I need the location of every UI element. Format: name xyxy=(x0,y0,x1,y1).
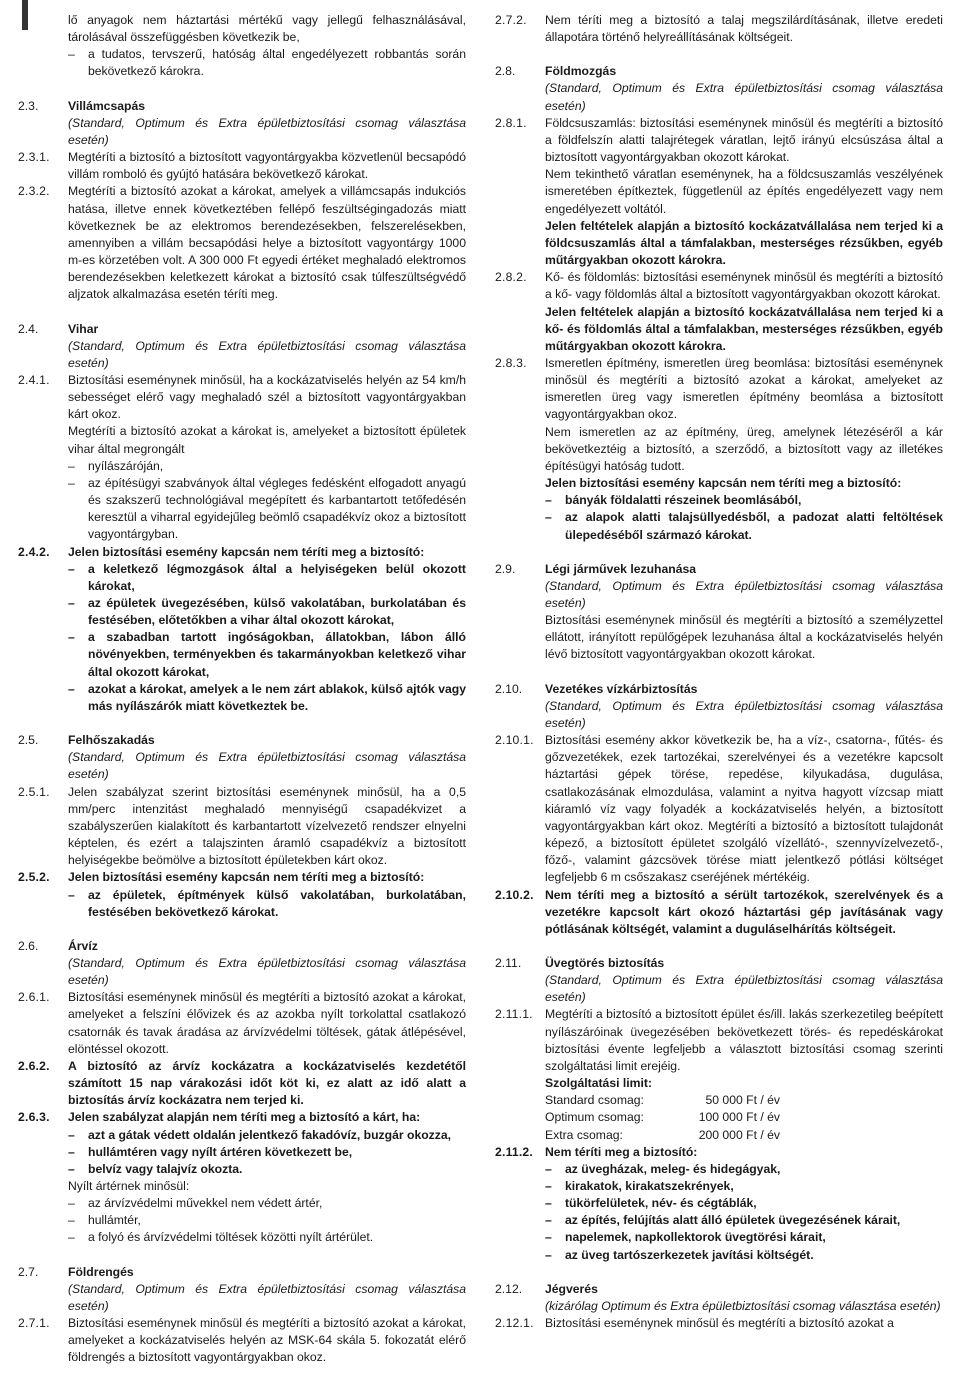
clause-text: Jelen szabályzat szerint biztosítási eseménynek minősül, ha a 0,5 mm/perc intenzitást meghaladó mennyiségű csapadékvizet a szabályszerűen kialakított és karbantartott vízelvezető rendszer elnyelni képtelen, és ezért a talajszinten áramló csapadékvíz a biztosított helyiségekbe beömölve a biztosított épületekben kárt okoz. xyxy=(68,784,466,868)
limit-package: Extra csomag: xyxy=(545,1127,623,1142)
section-2-4 xyxy=(18,321,466,372)
section-subtitle: (Standard, Optimum és Extra épületbiztosítási csomag választása esetén) xyxy=(68,750,466,782)
section-number: 2.12. xyxy=(495,1281,523,1296)
clause-text: Biztosítási eseménynek minősül és megtéríti a biztosító azokat a xyxy=(545,1316,894,1331)
dash-item: – azokat a károkat, amelyek a le nem zárt ablakok, külső ajtók vagy más nyílászárók miatt következtek be. xyxy=(68,681,466,715)
dash-item: – bányák földalatti részeinek beomlásából, xyxy=(545,492,943,509)
clause-number: 2.3.1. xyxy=(18,150,50,165)
clause-text: Jelen szabályzat alapján nem téríti meg a biztosító a kárt, ha: xyxy=(68,1110,421,1125)
section-2-7 xyxy=(18,1264,466,1315)
section-title: Földmozgás xyxy=(545,64,617,79)
clause-2-11-1 xyxy=(495,1006,943,1143)
clause-text: Biztosítási esemény akkor következik be, ha a víz-, csatorna-, fűtés- és gőzvezetékek, ezek tartozékai, szerelvényei és a vezetékre kapcsolt háztartási gépek törése, repedése, kilyukadása, dugulása, csatlakozásának elmozdulása, valamint a nyitva hagyott vízcsap miatt kiáramló víz vagy folyadék a kockázatviselés helyén, a biztosított vagyontárgyakban kárt okoz. Megtéríti a biztosító a biztosított tulajdonát képező, a biztosított épületet szolgáló vízellátó-, szennyvízelvezető-, főző-, valamint gázcsövek törése miatt jelentkező pótlási költséget legfeljebb 6 m csőszakasz cseréjének mértékéig. xyxy=(545,733,943,885)
clause-text: Nem téríti meg a biztosító a sérült tartozékok, szerelvények és a vezetékre kapcsolt kárt okozó háztartási gép javításának vagy pótlásának költségét, valamint a duguláselhárítás költségeit. xyxy=(545,887,943,936)
section-title: Árvíz xyxy=(68,938,98,953)
section-2-11 xyxy=(495,955,943,1006)
section-title: Vezetékes vízkárbiztosítás xyxy=(545,681,698,696)
clause-number: 2.5.1. xyxy=(18,784,50,799)
clause-2-5-1 xyxy=(18,784,466,870)
section-title: Légi járművek lezuhanása xyxy=(545,561,697,576)
clause-text-2: Nem tekinthető váratlan eseménynek, ha a földcsuszamlás veszélyének ismeretében építkeztek, függetlenül az építés engedélyezett vagy nem engedélyezett voltától. xyxy=(545,167,943,216)
clause-text: Biztosítási eseménynek minősül, ha a kockázatviselés helyén az 54 km/h sebességet elérő vagy meghaladó szél a biztosított vagyontárgyakban kárt okoz. xyxy=(68,372,466,422)
dash-item: – nyílászáróján, xyxy=(68,458,466,475)
dash-item: – az üvegházak, meleg- és hidegágyak, xyxy=(545,1161,943,1178)
section-number: 2.11. xyxy=(495,955,522,970)
clause-2-11-2 xyxy=(495,1144,943,1264)
clause-text: Ismeretlen építmény, ismeretlen üreg beomlása: biztosítási eseménynek minősül és megtéríti a biztosító azokat a károkat, amelyeket az ismeretlen üreg vagy ismeretlen építmény beomlása a biztosított vagyontárgyakban okoz. xyxy=(545,355,943,422)
section-subtitle: (Standard, Optimum és Extra épületbiztosítási csomag választása esetén) xyxy=(545,698,943,730)
section-subtitle: (Standard, Optimum és Extra épületbiztosítási csomag választása esetén) xyxy=(68,1281,466,1313)
section-number: 2.4. xyxy=(18,321,39,336)
dash-item: – hullámtéren vagy nyílt ártéren következett be, xyxy=(68,1144,466,1161)
dash-item: – a keletkező légmozgások által a helyiségeken belül okozott károkat, xyxy=(68,561,466,595)
section-number: 2.3. xyxy=(18,98,39,113)
clause-text: Földcsuszamlás: biztosítási eseménynek minősül és megtéríti a biztosító a földfelszín alatti talajrétegek váratlan, lejtő irányú elcsúszása által a biztosított vagyontárgyakban okozott károkat. xyxy=(545,115,943,165)
limit-row xyxy=(545,1127,943,1144)
section-2-5 xyxy=(18,732,466,783)
clause-2-6-1 xyxy=(18,989,466,1058)
clause-2-3-2 xyxy=(18,183,466,303)
clause-number: 2.3.2. xyxy=(18,184,50,199)
section-subtitle: (Standard, Optimum és Extra épületbiztosítási csomag választása esetén) xyxy=(545,578,943,610)
clause-number: 2.10.2. xyxy=(495,887,534,902)
dash-item: – az alapok alatti talajsüllyedésből, a padozat alatti feltöltések ülepedéséből származó károkat. xyxy=(545,509,943,543)
clause-note: Nyílt ártérnek minősül: xyxy=(68,1179,190,1193)
clause-number: 2.6.3. xyxy=(18,1110,50,1125)
section-2-3 xyxy=(18,98,466,149)
section-subtitle: (kizárólag Optimum és Extra épületbiztosítási csomag választása esetén) xyxy=(545,1298,941,1313)
clause-number: 2.6.1. xyxy=(18,990,50,1005)
dash-item: – azt a gátak védett oldalán jelentkező fakadóvíz, buzgár okozza, xyxy=(68,1127,466,1144)
clause-2-12-1 xyxy=(495,1315,943,1332)
clause-2-3-1 xyxy=(18,149,466,183)
section-number: 2.9. xyxy=(495,561,516,576)
clause-2-7-2 xyxy=(495,12,943,46)
section-subtitle: (Standard, Optimum és Extra épületbiztosítási csomag választása esetén) xyxy=(545,973,943,1005)
intro-dash-item: – a tudatos, tervszerű, hatóság által engedélyezett robbantás során bekövetkező károkra. xyxy=(68,46,466,80)
clause-text-3: Jelen feltételek alapján a biztosító kockázatvállalása nem terjed ki a földcsuszamlás által a támfalakban, mesterséges rézsűkben, egyéb műtárgyakban okozott károkra. xyxy=(545,218,943,268)
limit-label: Szolgáltatási limit: xyxy=(545,1076,652,1091)
clause-text: Biztosítási eseménynek minősül és megtéríti a biztosító azokat a károkat, amelyeket a felszíni élővizek és az azokba nyílt torkolattal csatlakozó csatornák és tavak áradása az árvízvédelmi töltések, gátak átlépésével, elöntéssel okozott. xyxy=(68,990,466,1056)
right-column xyxy=(495,12,943,1332)
clause-text: Biztosítási eseménynek minősül és megtéríti a biztosító azokat a károkat, amelyeket a kockázatviselés helyén az MSK-64 skála 5. fokozatát elérő földrengés a biztosított vagyontárgyakban okoz. xyxy=(68,1316,466,1365)
clause-number: 2.6.2. xyxy=(18,1058,50,1073)
dash-item: – az épületek üvegezésében, külső vakolatában, burkolatában és festésében, előtetőkben a vihar által okozott károkat, xyxy=(68,595,466,629)
limit-package: Standard csomag: xyxy=(545,1093,644,1108)
clause-text-3: Jelen biztosítási esemény kapcsán nem téríti meg a biztosító: xyxy=(545,476,902,491)
clause-number: 2.8.1. xyxy=(495,115,527,130)
dash-item: – a szabadban tartott ingóságokban, állatokban, lábon álló növényekben, terményekben és takarmányokban keletkező vihar által okozott károkat, xyxy=(68,629,466,680)
clause-text: Kő- és földomlás: biztosítási eseménynek minősül és megtéríti a biztosító a kő- vagy földomlás által a biztosított vagyontárgyakban okozott károkat. xyxy=(545,270,943,302)
section-number: 2.8. xyxy=(495,64,516,79)
section-subtitle: (Standard, Optimum és Extra épületbiztosítási csomag választása esetén) xyxy=(68,115,466,147)
clause-text-2: Jelen feltételek alapján a biztosító kockázatvállalása nem terjed ki a kő- és földomlás által a támfalakban, mesterséges rézsűkben, egyéb műtárgyakban okozott károkra. xyxy=(545,304,943,353)
section-title: Vihar xyxy=(68,321,99,336)
intro-continuation xyxy=(18,12,466,81)
clause-2-8-1 xyxy=(495,115,943,269)
limit-value: 200 000 Ft / év xyxy=(698,1127,780,1142)
dash-item: – a folyó és árvízvédelmi töltések közötti nyílt ártérület. xyxy=(68,1229,466,1246)
section-number: 2.6. xyxy=(18,938,39,953)
dash-item: – az árvízvédelmi művekkel nem védett ártér, xyxy=(68,1195,466,1212)
clause-text: Megtéríti a biztosító a biztosított vagyontárgyakba közvetlenül becsapódó villám romboló és gyújtó hatására bekövetkező károkat. xyxy=(68,150,466,182)
section-title: Üvegtörés biztosítás xyxy=(545,955,665,970)
clause-text: Megtéríti a biztosító azokat a károkat, amelyek a villámcsapás indukciós hatása, illetve ennek következtében fellépő feszültségingadozás miatt következnek be az elektromos berendezésekben, felszerelésekben, amennyiben a villám becsapódási helye a biztosított vagyontárgy 1000 m-es körzetében volt. A 300 000 Ft egyedi értéket meghaladó elektromos berendezésekben keletkezett károkat a biztosító csak túlfeszültségvédő aljzatok alkalmazása esetén téríti meg. xyxy=(68,184,466,302)
dash-item: – hullámtér, xyxy=(68,1212,466,1229)
clause-number: 2.7.1. xyxy=(18,1316,50,1331)
section-subtitle: (Standard, Optimum és Extra épületbiztosítási csomag választása esetén) xyxy=(68,338,466,370)
clause-text: Megtéríti a biztosító a biztosított épület és/ill. lakás szerkezetileg beépített nyílászáróinak üvegezésében bekövetkezett törés- és repedéskárokat biztosítási évente legfeljebb a választott biztosítási csomag szerinti szolgáltatási limit erejéig. xyxy=(545,1007,943,1073)
dash-item: – belvíz vagy talajvíz okozta. xyxy=(68,1161,466,1178)
dash-item: – tükörfelületek, név- és cégtáblák, xyxy=(545,1195,943,1212)
section-2-10 xyxy=(495,681,943,732)
clause-2-4-1 xyxy=(18,372,466,544)
clause-2-4-2 xyxy=(18,544,466,716)
section-2-12 xyxy=(495,1281,943,1315)
section-subtitle: (Standard, Optimum és Extra épületbiztosítási csomag választása esetén) xyxy=(545,81,943,113)
section-title: Felhőszakadás xyxy=(68,733,155,748)
dash-item: – az építésügyi szabványok által végleges fedésként elfogadott anyagú és szakszerű technológiával megépített és karbantartott tetőfedésén keresztül a viharral egyidejűleg beömlő csapadékvíz okoz a biztosított vagyontárgyban. xyxy=(68,475,466,544)
section-number: 2.10. xyxy=(495,681,523,696)
intro-text: lő anyagok nem háztartási mértékű vagy jellegű felhasználásával, tárolásával összefüggésben következik be, xyxy=(68,13,466,45)
left-column xyxy=(18,12,466,1367)
clause-number: 2.7.2. xyxy=(495,13,527,27)
clause-2-6-2 xyxy=(18,1058,466,1109)
dash-item: – az építés, felújítás alatt álló épületek üvegezésének kárait, xyxy=(545,1212,943,1229)
limit-package: Optimum csomag: xyxy=(545,1110,644,1125)
clause-2-5-2 xyxy=(18,869,466,920)
section-title: Villámcsapás xyxy=(68,98,146,113)
clause-2-10-2 xyxy=(495,887,943,938)
clause-number: 2.12.1. xyxy=(495,1316,534,1331)
clause-number: 2.11.1. xyxy=(495,1007,533,1022)
clause-text: Nem téríti meg a biztosító a talaj megszilárdításának, illetve eredeti állapotára történő helyreállításának költségeit. xyxy=(545,13,943,45)
dash-item: – az üveg tartószerkezetek javítási költségét. xyxy=(545,1247,943,1264)
clause-number: 2.8.2. xyxy=(495,270,527,285)
clause-text-2: Megtéríti a biztosító azokat a károkat is, amelyeket a biztosított épületek vihar által megrongált xyxy=(68,424,466,456)
dash-item: – napelemek, napkollektorok üvegtörési kárait, xyxy=(545,1229,943,1246)
clause-text: Jelen biztosítási esemény kapcsán nem téríti meg a biztosító: xyxy=(68,870,425,885)
section-2-9 xyxy=(495,561,943,664)
dash-item: – az épületek, építmények külső vakolatában, burkolatában, festésében bekövetkező károkat. xyxy=(68,887,466,921)
limit-value: 50 000 Ft / év xyxy=(705,1093,780,1108)
section-title: Jégverés xyxy=(545,1281,598,1296)
clause-2-8-3 xyxy=(495,355,943,544)
section-number: 2.7. xyxy=(18,1264,39,1279)
clause-number: 2.5.2. xyxy=(18,870,50,885)
clause-text: Jelen biztosítási esemény kapcsán nem téríti meg a biztosító: xyxy=(68,544,425,559)
clause-text: Nem téríti meg a biztosító: xyxy=(545,1144,698,1159)
clause-number: 2.8.3. xyxy=(495,355,527,370)
clause-2-8-2 xyxy=(495,269,943,355)
clause-text: A biztosító az árvíz kockázatra a kockázatviselés kezdetétől számított 15 nap várakozási időt köt ki, ez alatt az idő alatt a biztosítás árvíz kockázatra nem terjed ki. xyxy=(68,1058,466,1108)
section-2-8 xyxy=(495,63,943,114)
clause-number: 2.10.1. xyxy=(495,733,534,748)
clause-text-2: Nem ismeretlen az az építmény, üreg, amelynek létezéséről a kár bekövetkeztéig a biztosító, a szerződő, a biztosított vagy az illetékes építésügyi hatóság tudott. xyxy=(545,424,943,473)
clause-number: 2.4.2. xyxy=(18,544,50,559)
section-title: Földrengés xyxy=(68,1264,134,1279)
limit-row xyxy=(545,1109,943,1126)
section-subtitle: (Standard, Optimum és Extra épületbiztosítási csomag választása esetén) xyxy=(68,955,466,988)
dash-item: – kirakatok, kirakatszekrények, xyxy=(545,1178,943,1195)
clause-2-6-3 xyxy=(18,1109,466,1246)
limit-row xyxy=(545,1092,943,1109)
clause-number: 2.4.1. xyxy=(18,372,50,387)
section-2-6 xyxy=(18,938,466,989)
section-text: Biztosítási eseménynek minősül és megtéríti a biztosító a személyzettel ellátott, irányított repülőgépek lezuhanása által a kockázatviselés helyén lévő biztosított vagyontárgyakban okozott károkat. xyxy=(545,613,943,662)
section-number: 2.5. xyxy=(18,733,39,748)
clause-number: 2.11.2. xyxy=(495,1144,533,1159)
clause-2-7-1 xyxy=(18,1315,466,1366)
limit-value: 100 000 Ft / év xyxy=(698,1110,780,1125)
clause-2-10-1 xyxy=(495,732,943,886)
